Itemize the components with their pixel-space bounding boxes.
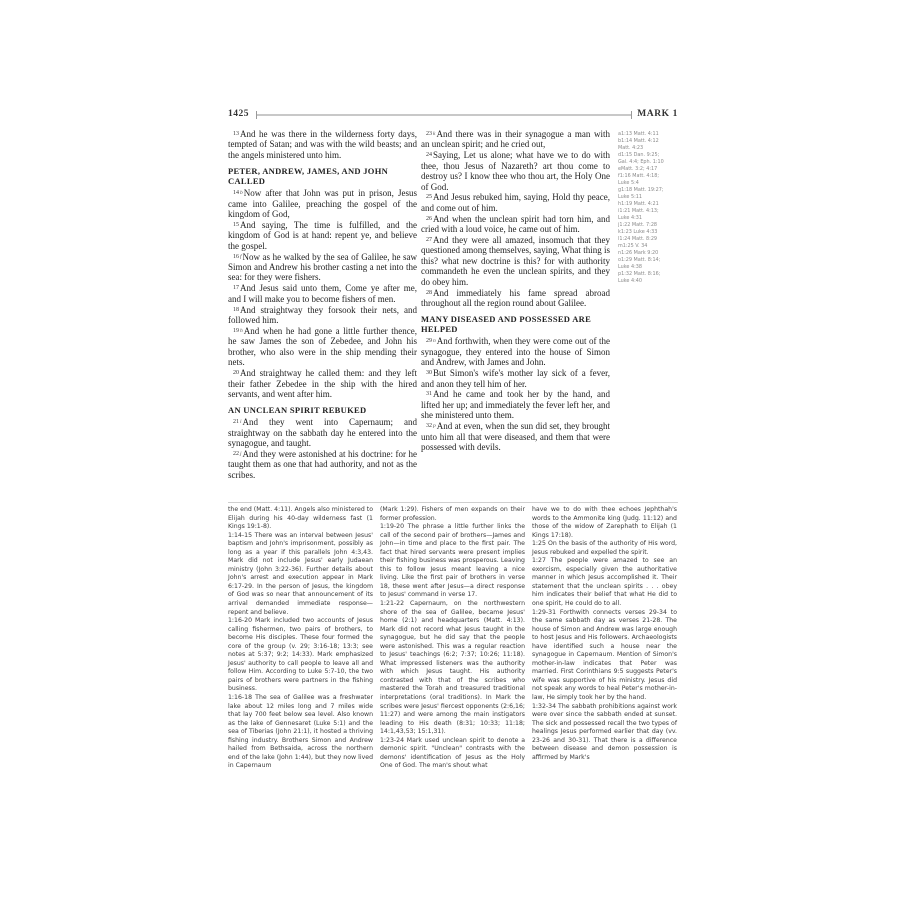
verse-text: And straightway they forsook their nets, and followed him. xyxy=(228,304,417,326)
verse-number: 17 xyxy=(233,285,239,292)
cross-reference-marker: h xyxy=(240,328,243,334)
study-note: 1:32-34 The sabbath prohibitions against work were over since the sabbath ended at sunset. The sick and possessed recall the two types of healings Jesus performed earlier that day (vv. 23-26 and 30-31). That there is a difference between disease and demon possession is affirmed by Mark's xyxy=(532,702,677,761)
verse xyxy=(228,305,417,326)
cross-reference-marker: k xyxy=(433,131,436,137)
cross-reference-entry: a1:13 Matt. 4:11 xyxy=(618,131,659,137)
verse xyxy=(228,449,417,480)
verse xyxy=(228,252,417,283)
verse xyxy=(228,220,417,251)
cross-reference-entry: Gal. 4:4; Eph. 1:10 xyxy=(618,159,664,165)
verse-number: 31 xyxy=(426,391,432,398)
verse-number: 20 xyxy=(233,370,239,377)
cross-reference-marker: j xyxy=(240,451,242,458)
section-heading: MANY DISEASED AND POSSESSED ARE HELPED xyxy=(421,314,592,335)
verse xyxy=(228,326,417,368)
scripture-column-right xyxy=(421,129,610,453)
study-note: 1:27 The people were amazed to see an exorcism, especially given the authoritative manner in which Jesus accomplished it. Their statement that the unclean spirits . . . obey him indicates their belief that what He did to one spirit, He could do to all. xyxy=(532,557,677,608)
study-note: 1:21-22 Capernaum, on the northwestern shore of the sea of Galilee, became Jesus' home (2:1) and headquarters (Matt. 4:13). Mark did not record what Jesus taught in the synagogue, but he did say that the people were astonished. This was a regular reaction to Jesus' teachings (6:2; 7:37; 10:26; 11:18). What impressed listeners was the authority with which Jesus taught. His authority contrasted with that of the scribes who mastered the Torah and treasured traditional interpretations (oral traditions). In Mark the scribes were Jesus' fiercest opponents (2:6,16; 11:27) and were among the main instigators leading to His death (8:31; 10:33; 11:18; 14:1,43,53; 15:1,31). xyxy=(380,600,525,736)
cross-reference-marker: n xyxy=(433,338,436,345)
verse-text: And they were all amazed, insomuch that they questioned among themselves, saying, What thing is this? what new doctrine is this? for with authority commandeth he even the unclean spirits, and they do obey him. xyxy=(421,235,610,287)
verse-number: 24 xyxy=(426,152,432,159)
verse-text: And he was there in the wilderness forty days, tempted of Satan; and was with the wild beasts; and the angels ministered unto him. xyxy=(228,129,417,160)
verse-text: And Jesus rebuked him, saying, Hold thy peace, and come out of him. xyxy=(421,192,610,213)
study-notes-column-2 xyxy=(380,506,525,771)
cross-reference-entry: n1:26 Mark 9:20 xyxy=(618,250,659,256)
verse-text: But Simon's wife's mother lay sick of a fever, and anon they tell him of her. xyxy=(421,368,610,389)
verse-number: 21 xyxy=(233,419,239,426)
study-note: 1:14-15 There was an interval between Jesus' baptism and John's imprisonment, possibly as long as a year if this parallels John 4:3,43. Mark did not include Jesus' early Judaean ministry (John 3:22-36). Further details about John's arrest and execution appear in Mark 6:17-29. In the person of Jesus, the kingdom of God was so near that announcement of its arrival demanded immediate response—repent and believe. xyxy=(228,531,373,616)
study-note: 1:16-20 Mark included two accounts of Jesus calling fishermen, two pairs of brothers, to become His disciples. These four formed the core of the group (v. 29; 3:16-18; 13:3; see notes at 5:37; 9:2; 14:33). Mark emphasized Jesus' authority to call people to leave all and follow Him. According to Luke 5:7-10, the two pairs of brothers were partners in the fishing business. xyxy=(228,617,373,693)
cross-reference-marker: i xyxy=(240,419,242,426)
study-note: 1:23-24 Mark used unclean spirit to denote a demonic spirit. "Unclean" contrasts with the demons' identification of Jesus as the Holy One of God. The man's shout what xyxy=(380,736,525,770)
cross-reference-entry: k1:23 Luke 4:33 xyxy=(618,229,658,235)
study-note: have we to do with thee echoes Jephthah's words to the Ammonite king (Judg. 11:12) and those of the widow of Zarephath to Elijah (1 Kings 17:18). xyxy=(532,506,677,539)
verse xyxy=(228,417,417,448)
verse-text: And Jesus said unto them, Come ye after me, and I will make you to become fishers of men. xyxy=(228,283,417,304)
cross-reference-entry: l1:24 Matt. 8:29 xyxy=(618,236,658,242)
cross-reference-entry: Luke 4:31 xyxy=(618,215,642,221)
study-notes-column-3 xyxy=(532,506,677,762)
verse-text: Saying, Let us alone; what have we to do with thee, thou Jesus of Nazareth? art thou come to destroy us? I know thee who thou art, the Holy One of God. xyxy=(421,150,610,192)
cross-reference-marker: f xyxy=(240,253,242,260)
cross-reference-entry: j1:22 Matt. 7:28 xyxy=(618,222,658,228)
verse-number: 19 xyxy=(233,328,239,334)
verse-text: Now as he walked by the sea of Galilee, he saw Simon and Andrew his brother casting a net into the sea: for they were fishers. xyxy=(228,251,417,283)
verse-text: And when the unclean spirit had torn him, and cried with a loud voice, he came out of him. xyxy=(421,213,610,235)
verse-number: 27 xyxy=(426,237,432,244)
verse-text: Now after that John was put in prison, Jesus came into Galilee, preaching the gospel of the kingdom of God, xyxy=(228,188,417,220)
cross-reference-entry: Luke 5:11 xyxy=(618,194,642,200)
verse xyxy=(421,214,610,235)
cross-reference-entry: o1:29 Matt. 8:14; xyxy=(618,257,661,263)
study-notes-column-1 xyxy=(228,506,373,771)
study-notes-divider xyxy=(228,502,678,503)
verse xyxy=(421,235,610,287)
verse-number: 13 xyxy=(233,131,239,137)
study-note: 1:25 On the basis of the authority of His word, Jesus rebuked and expelled the spirit. xyxy=(532,540,677,556)
cross-references xyxy=(618,131,678,285)
scripture-column-left xyxy=(228,129,417,481)
verse-text: And saying, The time is fulfilled, and the kingdom of God is at hand: repent ye, and believe the gospel. xyxy=(228,219,417,251)
verse-number: 26 xyxy=(426,215,432,222)
verse xyxy=(421,288,610,309)
cross-reference-entry: Luke 4:38 xyxy=(618,264,642,270)
study-note: the end (Matt. 4:11). Angels also ministered to Elijah during his 40-day wilderness fast (1 Kings 19:1-8). xyxy=(228,506,373,531)
verse-text: And there was in their synagogue a man with an unclean spirit; and he cried out, xyxy=(421,129,610,150)
verse xyxy=(421,150,610,192)
verse-number: 15 xyxy=(233,221,239,228)
verse-number: 29 xyxy=(426,338,432,345)
verse-text: And they were astonished at his doctrine: for he taught them as one that had authority, and not as the scribes. xyxy=(228,449,417,480)
cross-reference-entry: m1:25 V. 34 xyxy=(618,243,648,249)
verse-text: And immediately his fame spread abroad throughout all the region round about Galilee. xyxy=(421,287,610,308)
cross-reference-entry: Matt. 4:23 xyxy=(618,145,644,151)
running-head xyxy=(228,109,678,123)
study-note: 1:29-31 Forthwith connects verses 29-34 to the same sabbath day as verses 21-28. The house of Simon and Andrew was large enough to host Jesus and His followers. Archaeologists have identified such a house near the synagogue in Capernaum. Mention of Simon's mother-in-law indicates that Peter was married. First Corinthians 9:5 suggests Peter's wife was supportive of his ministry. Jesus did not speak any words to heal Peter's mother-in-law, He simply took her by the hand. xyxy=(532,608,677,702)
verse-text: And at even, when the sun did set, they brought unto him all that were diseased, and them that were possessed with devils. xyxy=(421,421,610,452)
cross-reference-entry: Luke 4:40 xyxy=(618,278,642,284)
verse xyxy=(228,129,417,160)
cross-reference-entry: b1:14 Matt. 4:12 xyxy=(618,138,659,144)
cross-reference-marker: b xyxy=(240,190,243,197)
verse-number: 28 xyxy=(426,289,432,296)
verse-number: 14 xyxy=(233,190,239,197)
verse-number: 16 xyxy=(233,253,239,260)
header-rule xyxy=(256,114,632,116)
cross-reference-entry: i1:21 Matt. 4:13; xyxy=(618,208,659,214)
verse xyxy=(228,188,417,219)
verse xyxy=(421,421,610,452)
cross-reference-entry: p1:32 Matt. 8:16; xyxy=(618,271,661,277)
study-note: 1:16-18 The sea of Galilee was a freshwater lake about 12 miles long and 7 miles wide that lay 700 feet below sea level. Also known as the lake of Gennesaret (Luke 5:1) and the sea of Tiberias (John 21:1), it hosted a thriving fishing industry. Brothers Simon and Andrew hailed from Bethsaida, across the northern end of the lake (John 1:44), but they now lived in Capernaum xyxy=(228,694,373,770)
study-note: 1:19-20 The phrase a little further links the call of the second pair of brothers—James and John—in time and place to the first pair. The fact that hired servants were present implies their fishing business was prosperous. Leaving this to follow Jesus meant leaving a nice living. Like the first pair of brothers in verse 18, these went after Jesus—a direct response to Jesus' command in verse 17. xyxy=(380,523,525,599)
cross-reference-entry: f1:16 Matt. 4:18; xyxy=(618,173,660,179)
verse-number: 23 xyxy=(426,131,432,137)
verse xyxy=(421,368,610,389)
verse-number: 25 xyxy=(426,194,432,201)
verse-number: 18 xyxy=(233,306,239,313)
cross-reference-marker: p xyxy=(433,423,436,430)
cross-reference-entry: d1:15 Dan. 9:25; xyxy=(618,152,660,158)
verse xyxy=(421,192,610,213)
verse xyxy=(228,283,417,304)
cross-reference-entry: g1:18 Matt. 19:27; xyxy=(618,187,664,193)
section-heading: AN UNCLEAN SPIRIT REBUKED xyxy=(228,405,367,416)
verse-text: And straightway he called them: and they left their father Zebedee in the ship with the hired servants, and went after him. xyxy=(228,368,417,399)
page-number: 1425 xyxy=(228,109,249,119)
verse-text: And forthwith, when they were come out of the synagogue, they entered into the house of Simon and Andrew, with James and John. xyxy=(421,336,610,368)
verse-text: And they went into Capernaum; and straightway on the sabbath day he entered into the synagogue, and taught. xyxy=(228,417,417,449)
verse xyxy=(421,389,610,420)
verse-text: And he came and took her by the hand, and lifted her up; and immediately the fever left her, and she ministered unto them. xyxy=(421,389,610,421)
cross-reference-entry: eMatt. 3:2; 4:17 xyxy=(618,166,658,172)
verse xyxy=(421,336,610,367)
study-note: (Mark 1:29). Fishers of men expands on their former profession. xyxy=(380,506,525,522)
verse-text: And when he had gone a little further thence, he saw James the son of Zebedee, and John his brother, who also were in the ship mending their nets. xyxy=(228,326,417,368)
verse-number: 30 xyxy=(426,370,432,377)
cross-reference-entry: h1:19 Matt. 4:21 xyxy=(618,201,659,207)
verse-number: 22 xyxy=(233,451,239,458)
book-chapter-label: MARK 1 xyxy=(637,109,678,119)
cross-reference-entry: Luke 5:4 xyxy=(618,180,639,186)
verse-number: 32 xyxy=(426,423,432,430)
verse xyxy=(228,368,417,399)
verse xyxy=(421,129,610,150)
section-heading: PETER, ANDREW, JAMES, AND JOHN CALLED xyxy=(228,166,389,187)
